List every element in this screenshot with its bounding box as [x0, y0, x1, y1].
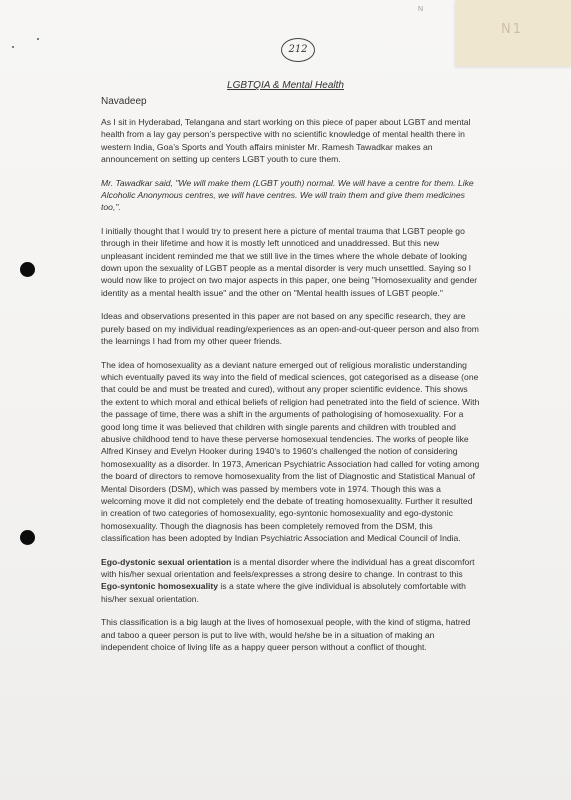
- term-ego-dystonic: Ego-dystonic sexual orientation: [101, 556, 232, 567]
- binding-hole-bottom: [20, 530, 35, 545]
- paragraph-purpose: I initially thought that I would try to present here a picture of mental trauma that LGBT people go through in their lifetime and how it is mostly left unnoticed and unaddressed. But this new unpleasant incident reminded me that we still live in the times where the whole debate of looking down upon the sexuality of LGBT people as a mental disorder is very much unsettled. Saying so I would now like to project on two major aspects in this paper, one being "Homosexuality and gender identity as a mental health issue" and the other on "Mental health issues of LGBT people.": [101, 225, 478, 298]
- paragraph-definitions: [101, 556, 481, 606]
- binding-hole-top: [20, 262, 35, 277]
- paper-speck: [37, 38, 39, 40]
- term-ego-syntonic: Ego-syntonic homosexuality: [101, 581, 218, 592]
- paragraph-conclusion: This classification is a big laugh at the lives of homosexual people, with the kind of stigma, hatred and taboo a queer person is put to live with, would he/she be in a situation of making an independent choice of living life as a happy queer person without a conflict of thought.: [101, 617, 471, 653]
- paragraph-disclaimer: Ideas and observations presented in this paper are not based on any specific research, they are purely based on my individual reading/experiences as an open-and-out-queer person and also from the learnings I had from my other queer friends.: [101, 311, 479, 347]
- definition-text-1: is a mental disorder where the individual has a great discomfort with his/her sexual orientation and feels/expresses a strong desire to change. In contrast to this: [101, 556, 475, 579]
- sticky-note-label: N1: [501, 22, 523, 37]
- paper-speck: [12, 46, 14, 48]
- paragraph-history: The idea of homosexuality as a deviant nature emerged out of religious moralistic understanding which eventually paved its way into the field of medical sciences, got categorised as a disease (one that could be and must be treated and cured), without any proper scientific evidence. This shows the extent to which moral and ethical beliefs of religion had penetrated into the field of science. With the passage of time, there was a shift in the arguments of pathologising of homosexuality. For a good long time it was believed that children with single parents and children with troubled and abusive childhood tend to have these perverse homosexual tendencies. The works of people like Alfred Kinsey and Evelyn Hooker during 1940’s to 1960’s challenged the notion of considering homosexuality as a disorder. In 1973, American Psychiatric Association had called for voting among the board of directors to remove homosexuality from the list of Diagnostic and Statistical Manual of Mental Disorders (DSM), which was passed by members vote in 1974. Though this was a welcoming move it did not completely end the debate of treating homosexuality. Further it resulted in creation of two categories of homosexuality, ego-syntonic homosexuality and ego-dystonic homosexuality. Though the diagnosis has been completely removed from the DSM, this classification has been adopted by Indian Psychiatric Association and Medical Council of India.: [101, 359, 480, 544]
- corner-mark: N: [418, 6, 424, 13]
- page-number: 212: [281, 38, 315, 62]
- author-name: Navadeep: [101, 96, 147, 107]
- definition-text-2: is a state where the give individual is absolutely comfortable with his/her sexual orientation.: [101, 581, 466, 604]
- sticky-note: [455, 0, 571, 66]
- document-title: LGBTQIA & Mental Health: [227, 80, 344, 91]
- document-body: [101, 116, 481, 664]
- paragraph-intro: As I sit in Hyderabad, Telangana and start working on this piece of paper about LGBT and mental health from a lay gay person’s perspective with no scientific knowledge of mental health there in western India, Goa’s Sports and Youth affairs minister Mr. Ramesh Tawadkar makes an announcement on setting up centers LGBT youth to cure them.: [101, 117, 471, 165]
- paragraph-quote: Mr. Tawadkar said, "We will make them (LGBT youth) normal. We will have a centre for them. Like Alcoholic Anonymous centres, we will have centres. We will train them and give them medicines too,".: [101, 177, 474, 213]
